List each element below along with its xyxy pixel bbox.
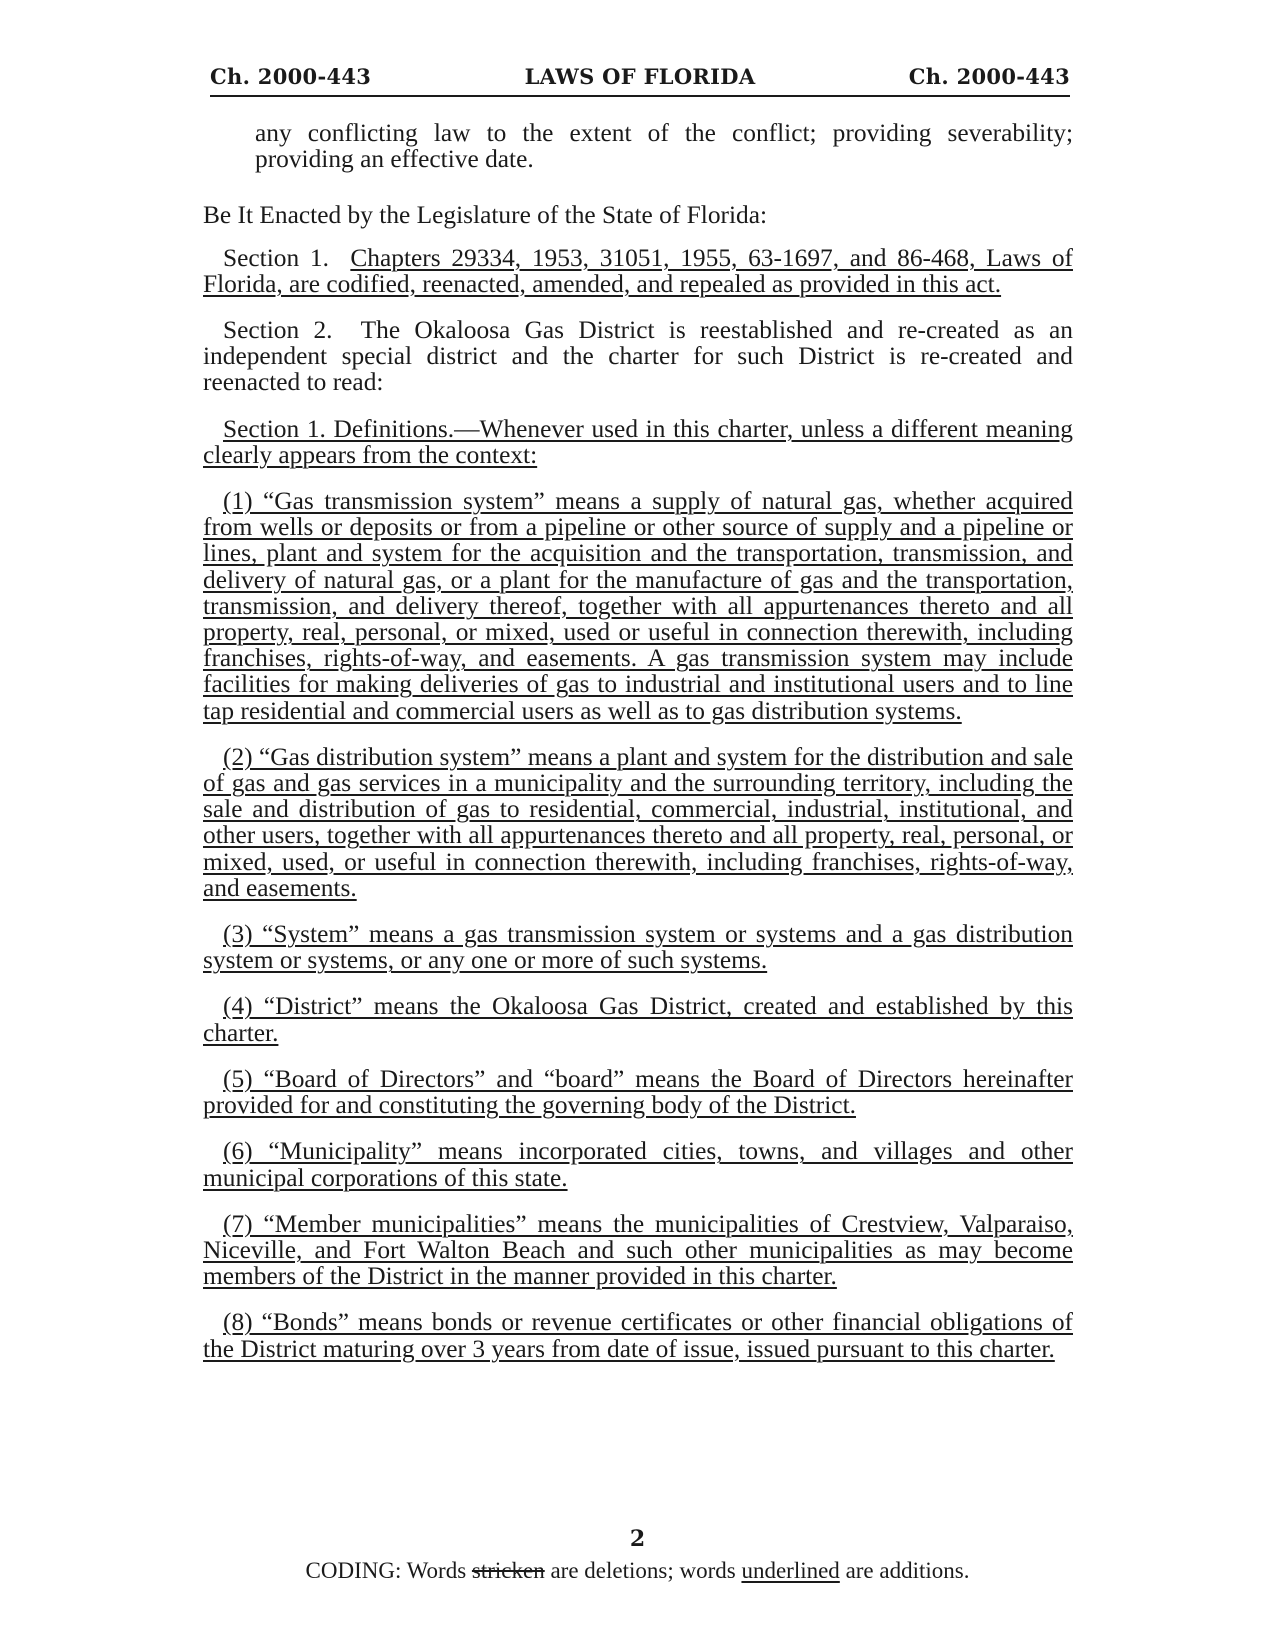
definition-6-text: (6) “Municipality” means incorporated cities, towns, and villages and other municipal corporations of this state.	[203, 1137, 1073, 1192]
body-text	[203, 120, 1073, 1362]
definition-2	[203, 744, 1073, 901]
definition-6	[203, 1138, 1073, 1190]
header-chapter-right: Ch. 2000-443	[908, 64, 1070, 89]
charter-section-1-heading	[203, 416, 1073, 468]
definition-4-text: (4) “District” means the Okaloosa Gas District, created and established by this charter.	[203, 992, 1073, 1047]
definition-8	[203, 1309, 1073, 1361]
section-1	[203, 245, 1073, 297]
definition-1-text: (1) “Gas transmission system” means a supply of natural gas, whether acquired from wells or deposits or from a pipeline or other source of supply and a pipeline or lines, plant and system for the acquisition and the transportation, transmission, and delivery of natural gas, or a plant for the manufacture of gas and the transportation, transmission, and delivery thereof, together with all appurtenances thereto and all property, real, personal, or mixed, used or useful in connection therewith, including franchises, rights-of-way, and easements. A gas transmission system may include facilities for making deliveries of gas to industrial and institutional users and to line tap residential and commercial users as well as to gas distribution systems.	[203, 487, 1073, 725]
definition-3-text: (3) “System” means a gas transmission system or systems and a gas distribution system or systems, or any one or more of such systems.	[203, 920, 1073, 975]
definition-7-text: (7) “Member municipalities” means the municipalities of Crestview, Valparaiso, Niceville, and Fort Walton Beach and such other municipalities as may become members of the District in the manner provided in this charter.	[203, 1209, 1073, 1291]
section-1-label: Section 1.	[223, 243, 329, 272]
definition-2-text: (2) “Gas distribution system” means a plant and system for the distribution and sale of gas and gas services in a municipality and the surrounding territory, including the sale and distribution of gas to residential, commercial, industrial, institutional, and other users, together with all appurtenances thereto and all property, real, personal, or mixed, used, or useful in connection therewith, including franchises, rights-of-way, and easements.	[203, 742, 1073, 902]
section-2	[203, 317, 1073, 396]
definition-7	[203, 1211, 1073, 1290]
title-continuation: any conflicting law to the extent of the conflict; providing severability; providing an effective date.	[255, 119, 1073, 174]
definition-8-text: (8) “Bonds” means bonds or revenue certificates or other financial obligations of the District maturing over 3 years from date of issue, issued pursuant to this charter.	[203, 1308, 1073, 1363]
definition-5	[203, 1066, 1073, 1118]
header-chapter-left: Ch. 2000-443	[210, 64, 372, 89]
coding-stricken-example: stricken	[471, 1558, 545, 1583]
definition-4	[203, 993, 1073, 1045]
charter-section-1-text: Section 1. Definitions.—Whenever used in this charter, unless a different meaning clearly appears from the context:	[203, 414, 1073, 469]
coding-suffix: are additions.	[839, 1558, 970, 1583]
header-title: LAWS OF FLORIDA	[524, 64, 756, 89]
section-2-text: The Okaloosa Gas District is reestablished and re-created as an independent special district and the charter for such District is re-created and reenacted to read:	[203, 316, 1073, 397]
enacting-clause: Be It Enacted by the Legislature of the State of Florida:	[203, 201, 768, 230]
definition-5-text: (5) “Board of Directors” and “board” means the Board of Directors hereinafter provided for and constituting the governing body of the District.	[203, 1064, 1073, 1120]
definition-3	[203, 921, 1073, 973]
coding-legend	[0, 1558, 1275, 1584]
section-2-label: Section 2.	[223, 316, 333, 345]
definition-1	[203, 488, 1073, 724]
coding-prefix: CODING: Words	[305, 1558, 472, 1583]
page-number: 2	[629, 1526, 646, 1552]
section-1-text: Chapters 29334, 1953, 31051, 1955, 63-1697, and 86-468, Laws of Florida, are codified, reenacted, amended, and repealed as provided in this act.	[203, 243, 1073, 298]
coding-underlined-example: underlined	[741, 1558, 840, 1583]
running-header	[210, 64, 1070, 97]
coding-middle: are deletions; words	[544, 1558, 742, 1583]
